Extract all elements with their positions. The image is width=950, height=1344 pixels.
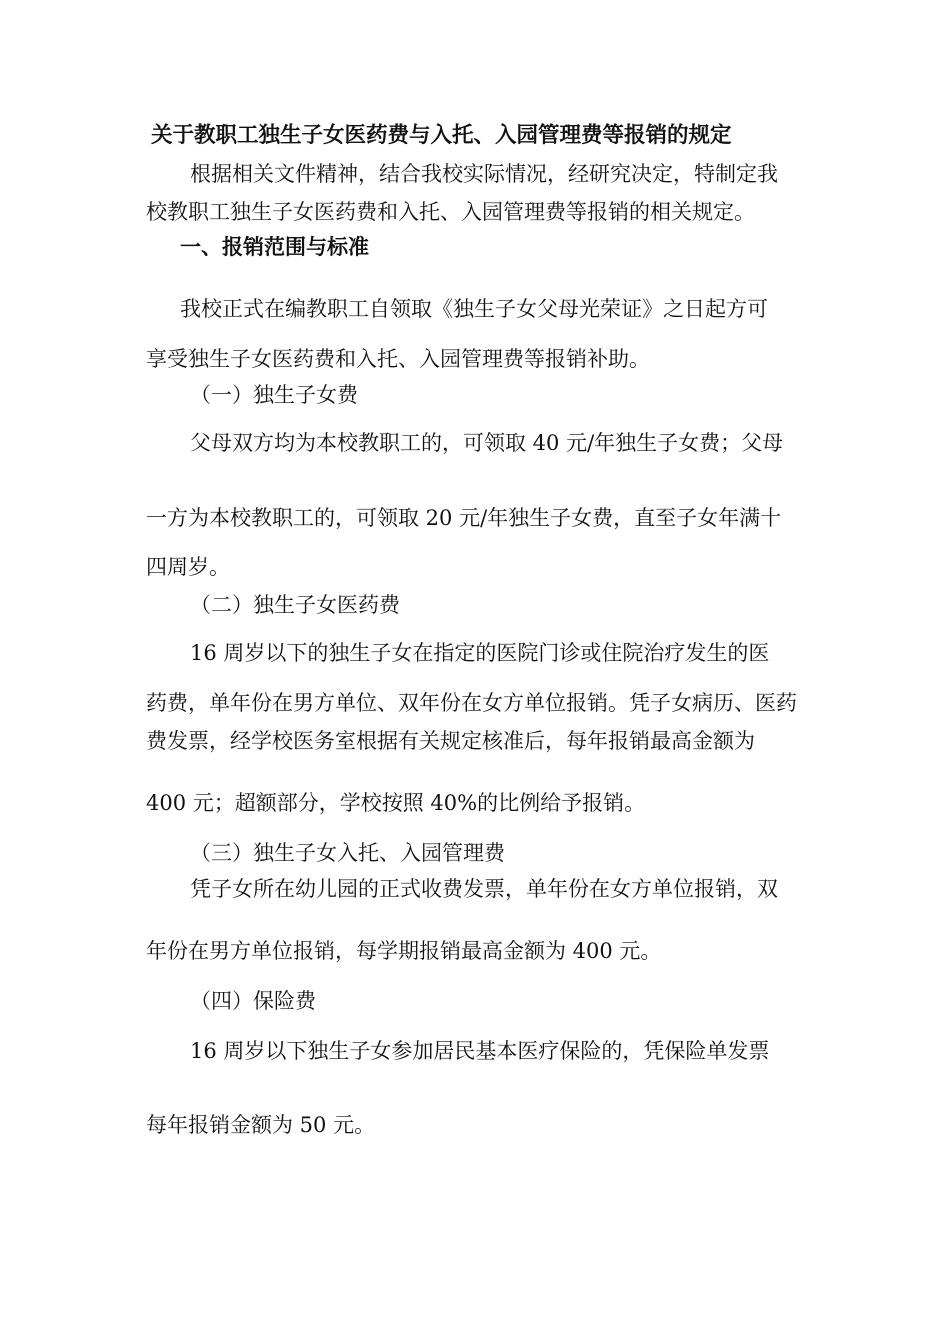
document-title: 关于教职工独生子女医药费与入托、入园管理费等报销的规定 (151, 123, 732, 148)
intro-line-2: 校教职工独生子女医药费和入托、入园管理费等报销的相关规定。 (146, 200, 755, 224)
section1-line-2: 享受独生子女医药费和入托、入园管理费等报销补助。 (146, 347, 650, 371)
sub3-line-2: 年份在男方单位报销，每学期报销最高金额为 400 元。 (146, 939, 662, 963)
intro-line-1: 根据相关文件精神，结合我校实际情况，经研究决定，特制定我 (190, 162, 778, 186)
sub3-heading: （三）独生子女入托、入园管理费 (190, 841, 505, 865)
sub4-line-1: 16 周岁以下独生子女参加居民基本医疗保险的，凭保险单发票 (190, 1039, 770, 1063)
sub2-line-2: 药费，单年份在男方单位、双年份在女方单位报销。凭子女病历、医药 (146, 691, 797, 715)
sub2-line-3: 费发票，经学校医务室根据有关规定核准后，每年报销最高金额为 (146, 729, 755, 753)
sub3-line-1: 凭子女所在幼儿园的正式收费发票，单年份在女方单位报销，双 (190, 877, 778, 901)
sub2-line-4: 400 元；超额部分，学校按照 40%的比例给予报销。 (146, 791, 646, 815)
sub1-line-3: 四周岁。 (146, 555, 230, 579)
section1-heading: 一、报销范围与标准 (180, 234, 369, 259)
sub1-line-1: 父母双方均为本校教职工的，可领取 40 元/年独生子女费；父母 (190, 431, 784, 455)
sub1-line-2: 一方为本校教职工的，可领取 20 元/年独生子女费，直至子女年满十 (146, 506, 782, 530)
sub4-heading: （四）保险费 (190, 989, 316, 1013)
section1-line-1: 我校正式在编教职工自领取《独生子女父母光荣证》之日起方可 (180, 297, 768, 321)
sub2-line-1: 16 周岁以下的独生子女在指定的医院门诊或住院治疗发生的医 (190, 641, 770, 665)
sub1-heading: （一）独生子女费 (190, 383, 358, 407)
sub2-heading: （二）独生子女医药费 (190, 593, 400, 617)
sub4-line-2: 每年报销金额为 50 元。 (146, 1113, 376, 1137)
